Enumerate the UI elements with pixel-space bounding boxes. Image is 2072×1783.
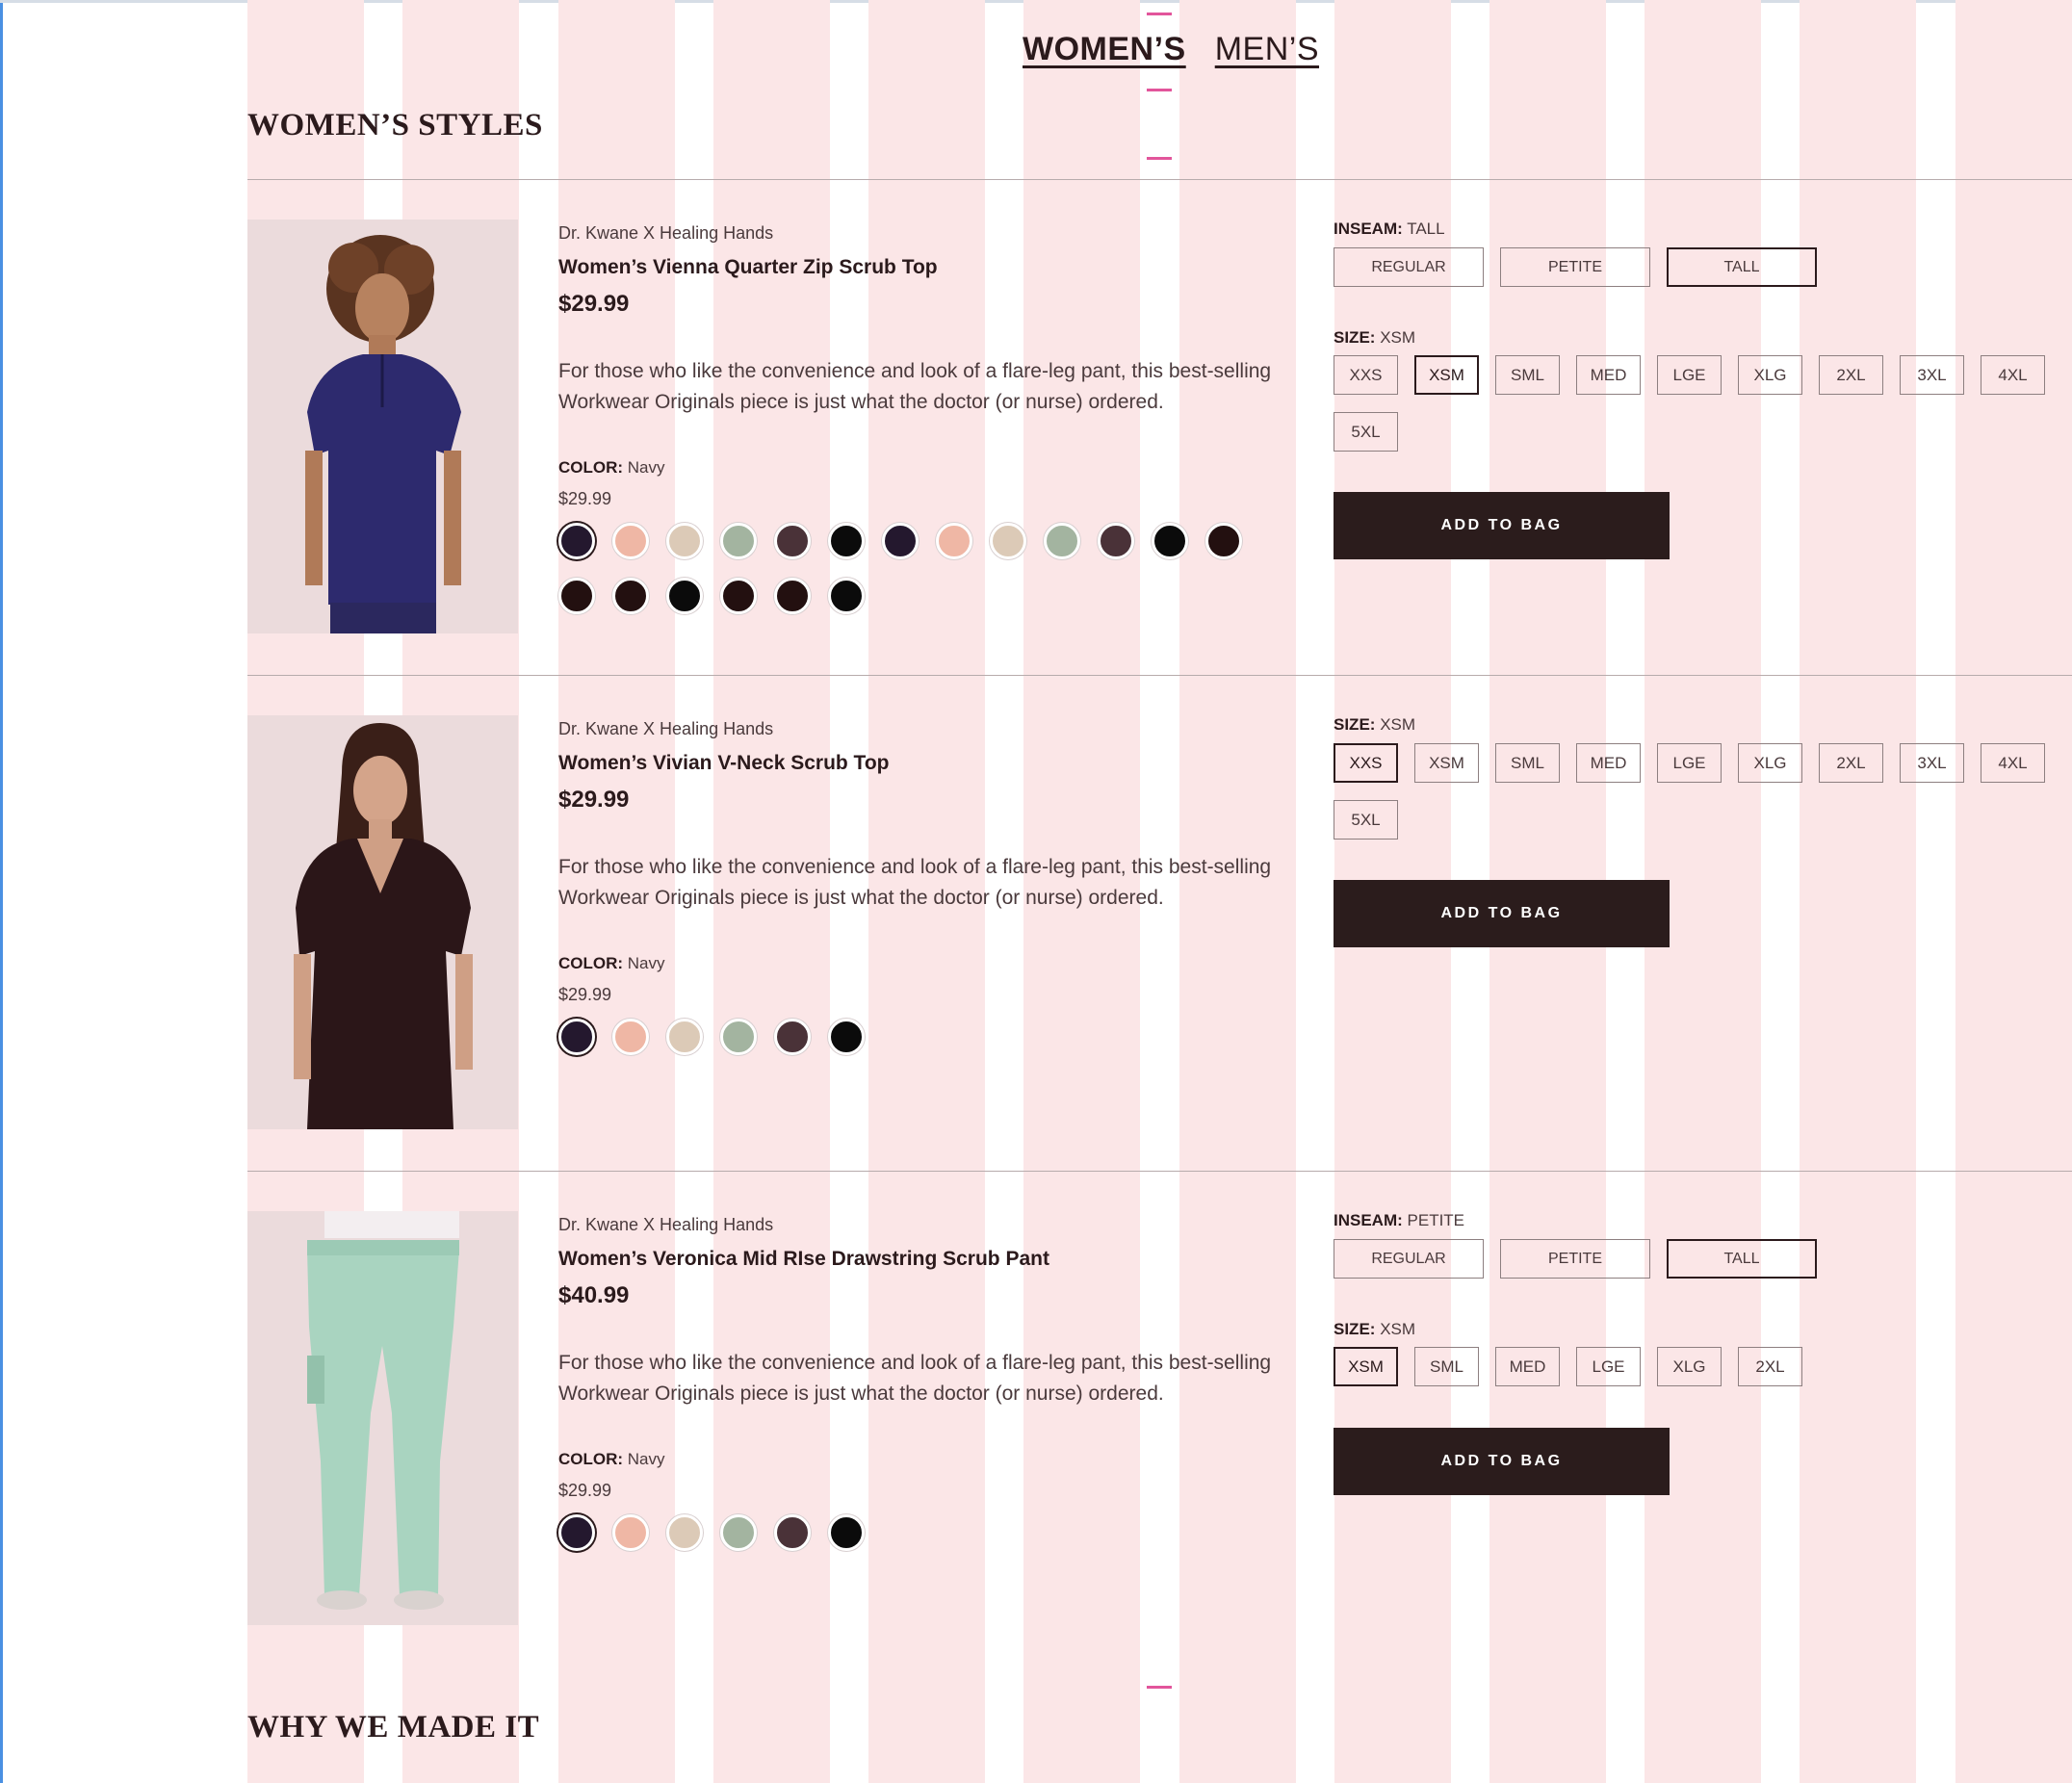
color-price: $29.99: [558, 985, 612, 1004]
inseam-option-regular[interactable]: REGULAR: [1334, 1239, 1484, 1279]
inseam-option-regular[interactable]: REGULAR: [1334, 247, 1484, 287]
color-swatch[interactable]: [1205, 523, 1242, 559]
inseam-label: [1334, 220, 1445, 239]
product-description: For those who like the convenience and look of a flare-leg pant, this best-selling Workwear Originals piece is just what the doctor (or nurse) ordered.: [558, 856, 1272, 909]
color-swatch[interactable]: [666, 523, 703, 559]
color-swatch[interactable]: [774, 1514, 811, 1551]
color-swatch[interactable]: [720, 1514, 757, 1551]
color-swatch[interactable]: [612, 523, 649, 559]
size-option-4xl[interactable]: 4XL: [1981, 355, 2045, 395]
size-options: [1334, 1347, 2065, 1386]
size-option-med[interactable]: MED: [1495, 1347, 1560, 1386]
color-swatch[interactable]: [720, 1019, 757, 1055]
color-swatches: [558, 523, 1261, 614]
size-option-xxs[interactable]: XXS: [1334, 743, 1398, 783]
size-option-3xl[interactable]: 3XL: [1900, 743, 1964, 783]
size-label: [1334, 328, 1415, 348]
add-to-bag-button[interactable]: ADD TO BAG: [1334, 880, 1670, 947]
product-image[interactable]: [247, 220, 518, 633]
size-value: XSM: [1380, 328, 1416, 347]
color-value: Navy: [627, 1450, 665, 1468]
size-option-sml[interactable]: SML: [1414, 1347, 1479, 1386]
color-swatch[interactable]: [936, 523, 972, 559]
color-label: [558, 458, 665, 478]
inseam-option-tall[interactable]: TALL: [1667, 247, 1817, 287]
section-heading-why-we-made-it: WHY WE MADE IT: [247, 1710, 540, 1744]
veronica-scrub-pant-photo: [247, 1211, 518, 1625]
size-label: [1334, 1320, 1415, 1339]
color-swatch[interactable]: [612, 578, 649, 614]
color-swatch[interactable]: [666, 578, 703, 614]
tab-mens[interactable]: MEN’S: [1214, 31, 1320, 67]
size-option-med[interactable]: MED: [1576, 355, 1641, 395]
color-swatch[interactable]: [558, 1019, 595, 1055]
product-price: $29.99: [558, 291, 630, 317]
color-swatches: [558, 1514, 1261, 1551]
size-value: XSM: [1380, 1320, 1416, 1338]
size-option-xsm[interactable]: XSM: [1414, 743, 1479, 783]
size-value: XSM: [1380, 715, 1416, 734]
size-label-key: SIZE:: [1334, 715, 1376, 734]
product-name[interactable]: Women’s Veronica Mid RIse Drawstring Scrub Pant: [558, 1248, 1049, 1270]
product-name[interactable]: Women’s Vienna Quarter Zip Scrub Top: [558, 256, 938, 278]
color-swatch[interactable]: [828, 1019, 865, 1055]
product-name[interactable]: Women’s Vivian V-Neck Scrub Top: [558, 752, 890, 774]
color-swatch[interactable]: [720, 578, 757, 614]
size-option-xlg[interactable]: XLG: [1738, 743, 1802, 783]
color-swatches: [558, 1019, 1261, 1055]
inseam-label-key: INSEAM:: [1334, 1211, 1403, 1229]
product-brand: Dr. Kwane X Healing Hands: [558, 719, 774, 738]
color-label: [558, 954, 665, 973]
add-to-bag-button[interactable]: ADD TO BAG: [1334, 492, 1670, 559]
color-swatch[interactable]: [774, 523, 811, 559]
size-option-xlg[interactable]: XLG: [1738, 355, 1802, 395]
inseam-label: [1334, 1211, 1464, 1230]
section-heading-womens-styles: WOMEN’S STYLES: [247, 108, 543, 142]
tab-womens[interactable]: WOMEN’S: [1023, 31, 1186, 67]
size-option-med[interactable]: MED: [1576, 743, 1641, 783]
color-swatch[interactable]: [774, 578, 811, 614]
color-swatch[interactable]: [882, 523, 919, 559]
inseam-option-petite[interactable]: PETITE: [1500, 1239, 1650, 1279]
size-option-3xl[interactable]: 3XL: [1900, 355, 1964, 395]
product-price: $29.99: [558, 787, 630, 813]
color-swatch[interactable]: [558, 578, 595, 614]
product-description: For those who like the convenience and look of a flare-leg pant, this best-selling Workwear Originals piece is just what the doctor (or nurse) ordered.: [558, 1352, 1272, 1405]
inseam-option-petite[interactable]: PETITE: [1500, 247, 1650, 287]
spacing-marker: [1147, 89, 1172, 91]
product-card: [247, 1211, 2072, 1708]
product-image[interactable]: [247, 1211, 518, 1625]
divider: [247, 179, 2072, 180]
product-description: For those who like the convenience and look of a flare-leg pant, this best-selling Workwear Originals piece is just what the doctor (or nurse) ordered.: [558, 360, 1272, 413]
color-label-key: COLOR:: [558, 1450, 624, 1468]
product-brand: Dr. Kwane X Healing Hands: [558, 1215, 774, 1234]
color-swatch[interactable]: [612, 1514, 649, 1551]
size-option-sml[interactable]: SML: [1495, 355, 1560, 395]
add-to-bag-button[interactable]: ADD TO BAG: [1334, 1428, 1670, 1495]
product-image[interactable]: [247, 715, 518, 1129]
inseam-value: TALL: [1407, 220, 1445, 238]
color-price: $29.99: [558, 489, 612, 508]
color-swatch[interactable]: [666, 1514, 703, 1551]
size-label-key: SIZE:: [1334, 328, 1376, 347]
size-option-lge[interactable]: LGE: [1657, 355, 1722, 395]
size-option-4xl[interactable]: 4XL: [1981, 743, 2045, 783]
gender-tabs: [1023, 31, 1319, 68]
color-label-key: COLOR:: [558, 458, 624, 477]
color-label-key: COLOR:: [558, 954, 624, 972]
color-swatch[interactable]: [774, 1019, 811, 1055]
size-option-xsm[interactable]: XSM: [1414, 355, 1479, 395]
vienna-scrub-top-photo: [247, 220, 518, 633]
size-options: [1334, 355, 2065, 452]
color-swatch[interactable]: [828, 523, 865, 559]
product-price: $40.99: [558, 1282, 630, 1308]
color-swatch[interactable]: [1098, 523, 1134, 559]
color-swatch[interactable]: [666, 1019, 703, 1055]
size-option-5xl[interactable]: 5XL: [1334, 412, 1398, 452]
size-label: [1334, 715, 1415, 735]
vivian-scrub-top-photo: [247, 715, 518, 1129]
size-option-sml[interactable]: SML: [1495, 743, 1560, 783]
color-swatch[interactable]: [828, 1514, 865, 1551]
inseam-label-key: INSEAM:: [1334, 220, 1403, 238]
color-swatch[interactable]: [1152, 523, 1188, 559]
inseam-option-tall[interactable]: TALL: [1667, 1239, 1817, 1279]
size-option-xxs[interactable]: XXS: [1334, 355, 1398, 395]
color-swatch[interactable]: [1044, 523, 1080, 559]
size-option-lge[interactable]: LGE: [1657, 743, 1722, 783]
inseam-value: PETITE: [1407, 1211, 1465, 1229]
product-card: [247, 220, 2072, 716]
color-swatch[interactable]: [558, 1514, 595, 1551]
spacing-marker: [1147, 157, 1172, 160]
color-swatch[interactable]: [720, 523, 757, 559]
color-swatch[interactable]: [558, 523, 595, 559]
color-value: Navy: [627, 954, 665, 972]
size-options: [1334, 743, 2065, 840]
size-option-xlg[interactable]: XLG: [1657, 1347, 1722, 1386]
color-label: [558, 1450, 665, 1469]
color-swatch[interactable]: [990, 523, 1026, 559]
size-option-2xl[interactable]: 2XL: [1819, 743, 1883, 783]
size-option-xsm[interactable]: XSM: [1334, 1347, 1398, 1386]
size-option-lge[interactable]: LGE: [1576, 1347, 1641, 1386]
size-option-5xl[interactable]: 5XL: [1334, 800, 1398, 840]
inseam-options: [1334, 1239, 1817, 1279]
size-label-key: SIZE:: [1334, 1320, 1376, 1338]
size-option-2xl[interactable]: 2XL: [1819, 355, 1883, 395]
product-card: [247, 715, 2072, 1212]
product-brand: Dr. Kwane X Healing Hands: [558, 223, 774, 243]
color-swatch[interactable]: [828, 578, 865, 614]
inseam-options: [1334, 247, 1817, 287]
color-price: $29.99: [558, 1481, 612, 1500]
size-option-2xl[interactable]: 2XL: [1738, 1347, 1802, 1386]
spacing-marker: [1147, 13, 1172, 15]
color-value: Navy: [627, 458, 665, 477]
color-swatch[interactable]: [612, 1019, 649, 1055]
